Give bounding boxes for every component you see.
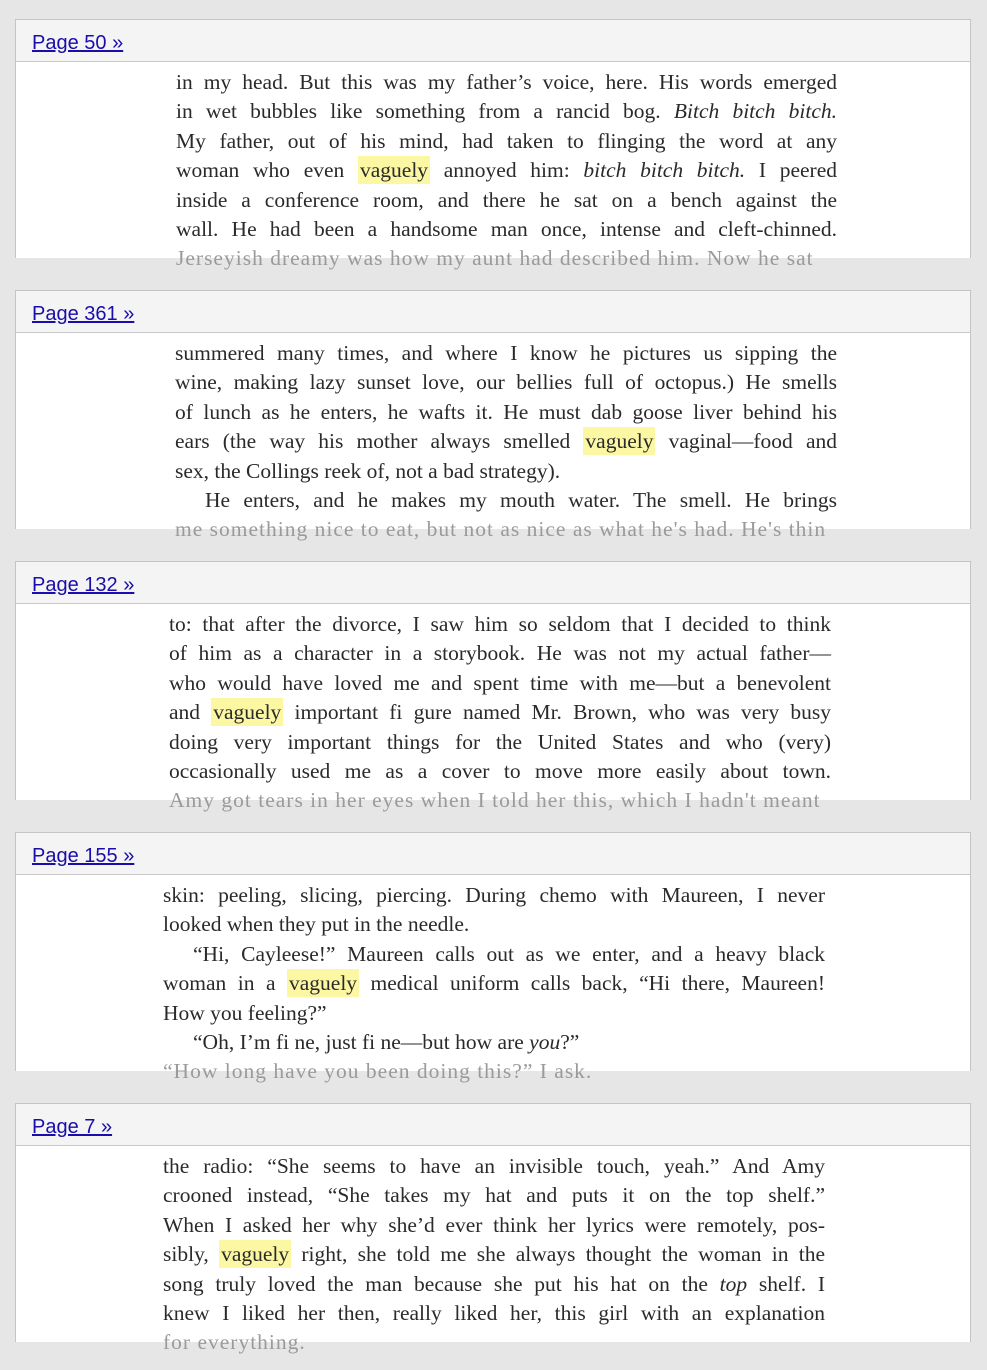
snippet-fragment: When I asked her why she’d ever think her lyrics were remotely, pos- — [163, 1212, 825, 1237]
snippet-line — [176, 127, 837, 156]
snippet-fragment: woman in a — [163, 971, 287, 996]
result-card — [15, 1103, 971, 1355]
snippet-fragment: and — [169, 700, 212, 725]
result-card — [15, 290, 971, 542]
snippet-text — [176, 68, 837, 274]
snippet-fragment: ears (the way his mother always smelled — [175, 429, 584, 454]
page-link[interactable]: Page 7 » — [32, 1116, 113, 1138]
snippet-line — [175, 398, 837, 427]
page-snippet — [16, 875, 970, 1084]
snippet-line — [163, 1181, 825, 1210]
snippet-text — [163, 881, 825, 1087]
result-card — [15, 19, 971, 271]
page-link[interactable]: Page 50 » — [32, 32, 124, 54]
snippet-fragment: the radio: “She seems to have an invisible touch, yeah.” And Amy — [163, 1154, 825, 1178]
snippet-fragment: you — [529, 1029, 561, 1054]
snippet-line — [176, 68, 837, 97]
cut-off-line: me something nice to eat, but not as nice as what he's had. He's thin — [175, 517, 827, 542]
page-link[interactable]: Page 361 » — [32, 303, 135, 325]
cut-off-line: Jerseyish dreamy was how my aunt had described him. Now he sat — [176, 246, 814, 271]
snippet-line — [175, 339, 837, 368]
snippet-line — [176, 156, 837, 185]
snippet-line — [163, 881, 825, 910]
snippet-line — [163, 1028, 825, 1057]
snippet-line — [163, 1152, 825, 1181]
snippet-fragment: who would have loved me and spent time with me—but a benevolent — [169, 670, 831, 695]
snippet-fragment: wine, making lazy sunset love, our bellies full of octopus.) He smells — [175, 370, 837, 395]
snippet-fragment: summered many times, and where I know he pictures us sipping the — [175, 341, 837, 365]
snippet-fragment: ?” — [560, 1029, 580, 1054]
result-card — [15, 561, 971, 813]
page-link[interactable]: Page 132 » — [32, 574, 135, 596]
snippet-line — [169, 639, 831, 668]
snippet-line — [175, 427, 837, 456]
snippet-line — [176, 186, 837, 215]
snippet-fragment: He enters, and he makes my mouth water. The smell. He brings — [205, 487, 837, 512]
search-highlight: vaguely — [213, 700, 282, 725]
snippet-fragment: in wet bubbles like something from a rancid bog. — [176, 99, 674, 124]
snippet-fragment: looked when they put in the needle. — [163, 912, 470, 937]
snippet-fragment: I peered — [745, 158, 838, 183]
snippet-fragment: song truly loved the man because she put his hat on the — [163, 1271, 720, 1296]
snippet-fragment: of lunch as he enters, he wafts it. He must dab goose liver behind his — [175, 399, 837, 424]
snippet-fragment: top — [719, 1271, 748, 1296]
cut-off-line: Amy got tears in her eyes when I told her this, which I hadn't meant — [169, 788, 821, 813]
snippet-line — [163, 1270, 825, 1299]
snippet-fragment: sex, the Collings reek of, not a bad strategy). — [175, 458, 561, 483]
snippet-fragment: shelf. I — [747, 1271, 825, 1296]
snippet-fragment: to: that after the divorce, I saw him so seldom that I decided to think — [169, 612, 831, 636]
result-header — [16, 20, 970, 62]
snippet-text — [163, 1152, 825, 1358]
snippet-fragment: of him as a character in a storybook. He was not my actual father— — [169, 641, 831, 666]
page-snippet — [16, 604, 970, 813]
snippet-fragment: inside a conference room, and there he sat on a bench against the — [176, 187, 837, 212]
snippet-fragment: in my head. But this was my father’s voice, here. His words emerged — [176, 70, 837, 94]
snippet-line — [169, 610, 831, 639]
search-highlight: vaguely — [585, 429, 654, 454]
snippet-fragment: occasionally used me as a cover to move more easily about town. — [169, 758, 831, 783]
snippet-line — [163, 1211, 825, 1240]
snippet-fragment: woman who even — [176, 158, 358, 183]
search-highlight: vaguely — [288, 971, 358, 996]
snippet-fragment: Bitch bitch bitch. — [673, 99, 837, 124]
snippet-line — [163, 1299, 825, 1328]
search-highlight: vaguely — [360, 158, 429, 183]
snippet-fragment: annoyed him: — [430, 158, 584, 183]
snippet-line — [169, 698, 831, 727]
result-header — [16, 1104, 970, 1146]
snippet-fragment: doing very important things for the United States and who (very) — [169, 729, 831, 754]
snippet-text — [175, 339, 837, 545]
result-header — [16, 291, 970, 333]
snippet-line — [169, 757, 831, 786]
page-link[interactable]: Page 155 » — [32, 845, 135, 867]
snippet-line — [163, 910, 825, 939]
snippet-line — [176, 215, 837, 244]
snippet-line — [175, 486, 837, 515]
snippet-fragment: sibly, — [163, 1242, 220, 1267]
result-card — [15, 832, 971, 1084]
page-snippet — [16, 62, 970, 271]
snippet-line — [175, 457, 837, 486]
result-header — [16, 562, 970, 604]
snippet-line — [163, 1240, 825, 1269]
snippet-fragment: right, she told me she always thought the woman in the — [291, 1242, 825, 1267]
search-highlight: vaguely — [221, 1242, 290, 1267]
page-snippet — [16, 1146, 970, 1355]
snippet-line — [163, 999, 825, 1028]
snippet-fragment: important fi gure named Mr. Brown, who was very busy — [283, 700, 832, 725]
snippet-fragment: knew I liked her then, really liked her, this girl with an explanation — [163, 1300, 825, 1325]
snippet-line — [163, 940, 825, 969]
snippet-line — [163, 969, 825, 998]
snippet-fragment: vaginal—food and — [655, 429, 837, 454]
snippet-line — [169, 728, 831, 757]
snippet-line — [175, 368, 837, 397]
snippet-fragment: My father, out of his mind, had taken to flinging the word at any — [176, 128, 837, 153]
snippet-fragment: “Hi, Cayleese!” Maureen calls out as we enter, and a heavy black — [193, 941, 825, 966]
snippet-fragment: wall. He had been a handsome man once, intense and cleft-chinned. — [176, 216, 837, 241]
result-header — [16, 833, 970, 875]
snippet-line — [176, 97, 837, 126]
snippet-fragment: How you feeling?” — [163, 1000, 327, 1025]
snippet-fragment: bitch bitch bitch. — [583, 158, 746, 183]
snippet-fragment: skin: peeling, slicing, piercing. During chemo with Maureen, I never — [163, 883, 825, 907]
cut-off-line: for everything. — [163, 1330, 306, 1355]
snippet-fragment: crooned instead, “She takes my hat and puts it on the top shelf.” — [163, 1183, 825, 1208]
snippet-fragment: medical uniform calls back, “Hi there, Maureen! — [359, 971, 825, 996]
page-snippet — [16, 333, 970, 542]
snippet-text — [169, 610, 831, 816]
cut-off-line: “How long have you been doing this?” I ask. — [163, 1059, 593, 1084]
snippet-line — [169, 669, 831, 698]
snippet-fragment: “Oh, I’m fi ne, just fi ne—but how are — [193, 1029, 530, 1054]
